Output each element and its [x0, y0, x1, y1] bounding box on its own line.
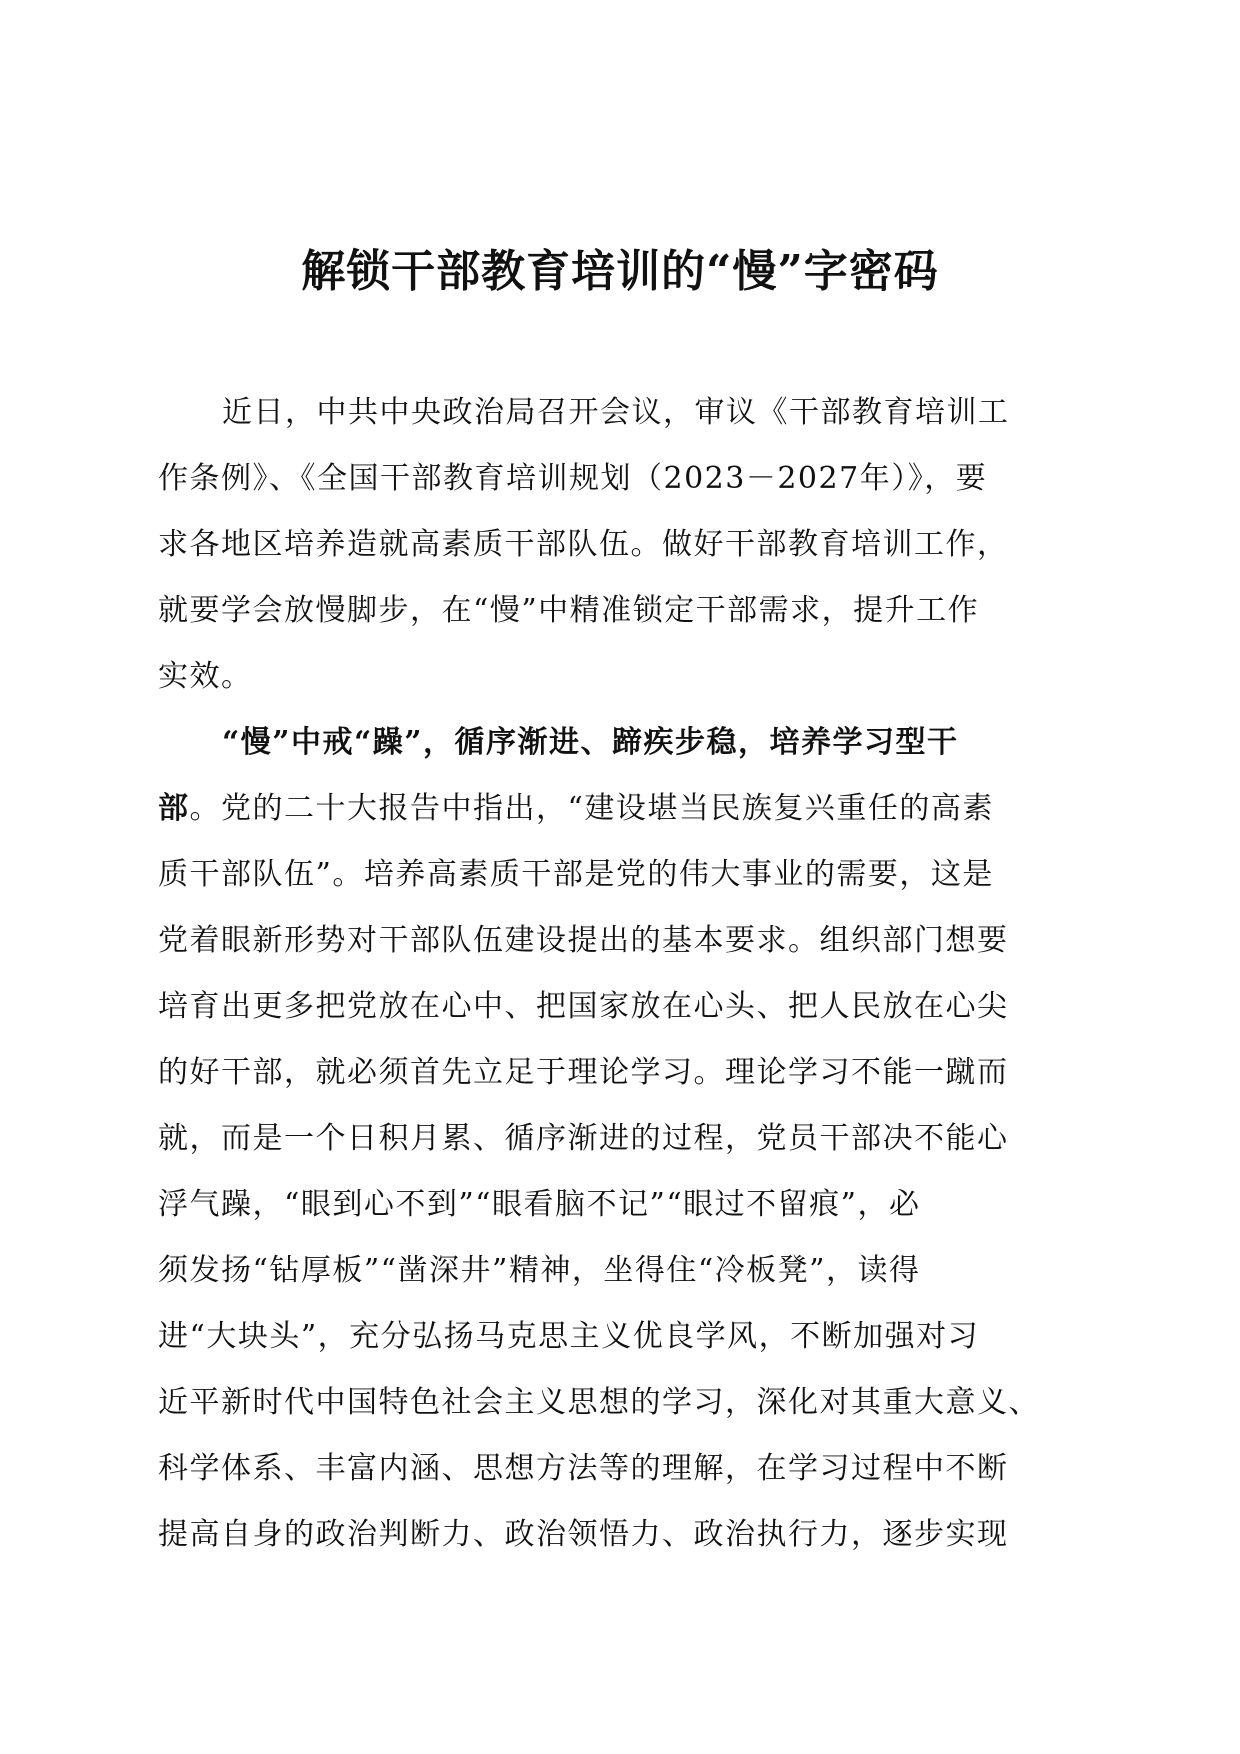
paragraph-line: 近日，中共中央政治局召开会议，审议《干部教育培训工 [222, 395, 1010, 430]
paragraph-intro [158, 380, 1078, 710]
paragraph-line: 求各地区培养造就高素质干部队伍。做好干部教育培训工作， [158, 527, 1009, 562]
paragraph-line: 党着眼新形势对干部队伍建设提出的基本要求。组织部门想要 [158, 923, 1009, 958]
paragraph-line: 近平新时代中国特色社会主义思想的学习，深化对其重大意义、 [158, 1385, 1040, 1420]
section-heading: “慢”中戒“躁”，循序渐进、蹄疾步稳，培养学习型干 [222, 725, 959, 760]
paragraph-line: 进“大块头”，充分弘扬马克思主义优良学风，不断加强对习 [158, 1319, 980, 1354]
paragraph-line: 浮气躁，“眼到心不到”“眼看脑不记”“眼过不留痕”，必 [158, 1187, 921, 1222]
paragraph-line: 科学体系、丰富内涵、思想方法等的理解，在学习过程中不断 [158, 1451, 1009, 1486]
paragraph-line: 作条例》、《全国干部教育培训规划（2023－2027年）》，要 [158, 461, 988, 496]
paragraph-line: 的好干部，就必须首先立足于理论学习。理论学习不能一蹴而 [158, 1055, 1009, 1090]
paragraph-line: 实效。 [158, 659, 253, 694]
paragraph-line: 就，而是一个日积月累、循序渐进的过程，党员干部决不能心 [158, 1121, 1009, 1156]
document-title: 解锁干部教育培训的“慢”字密码 [301, 246, 939, 297]
paragraph-line: 培育出更多把党放在心中、把国家放在心头、把人民放在心尖 [158, 989, 1009, 1024]
document-body [158, 380, 1078, 1568]
paragraph-section-1 [158, 710, 1078, 1568]
paragraph-line [158, 776, 1078, 842]
section-heading-tail: 部 [158, 791, 190, 826]
paragraph-line: 质干部队伍”。培养高素质干部是党的伟大事业的需要，这是 [158, 857, 994, 892]
paragraph-line: 就要学会放慢脚步，在“慢”中精准锁定干部需求，提升工作 [158, 593, 980, 628]
paragraph-line: 提高自身的政治判断力、政治领悟力、政治执行力，逐步实现 [158, 1517, 1009, 1552]
paragraph-line: 须发扬“钻厚板”“凿深井”精神，坐得住“冷板凳”，读得 [158, 1253, 921, 1288]
paragraph-line-rest: 。党的二十大报告中指出，“建设堪当民族复兴重任的高素 [189, 791, 994, 826]
